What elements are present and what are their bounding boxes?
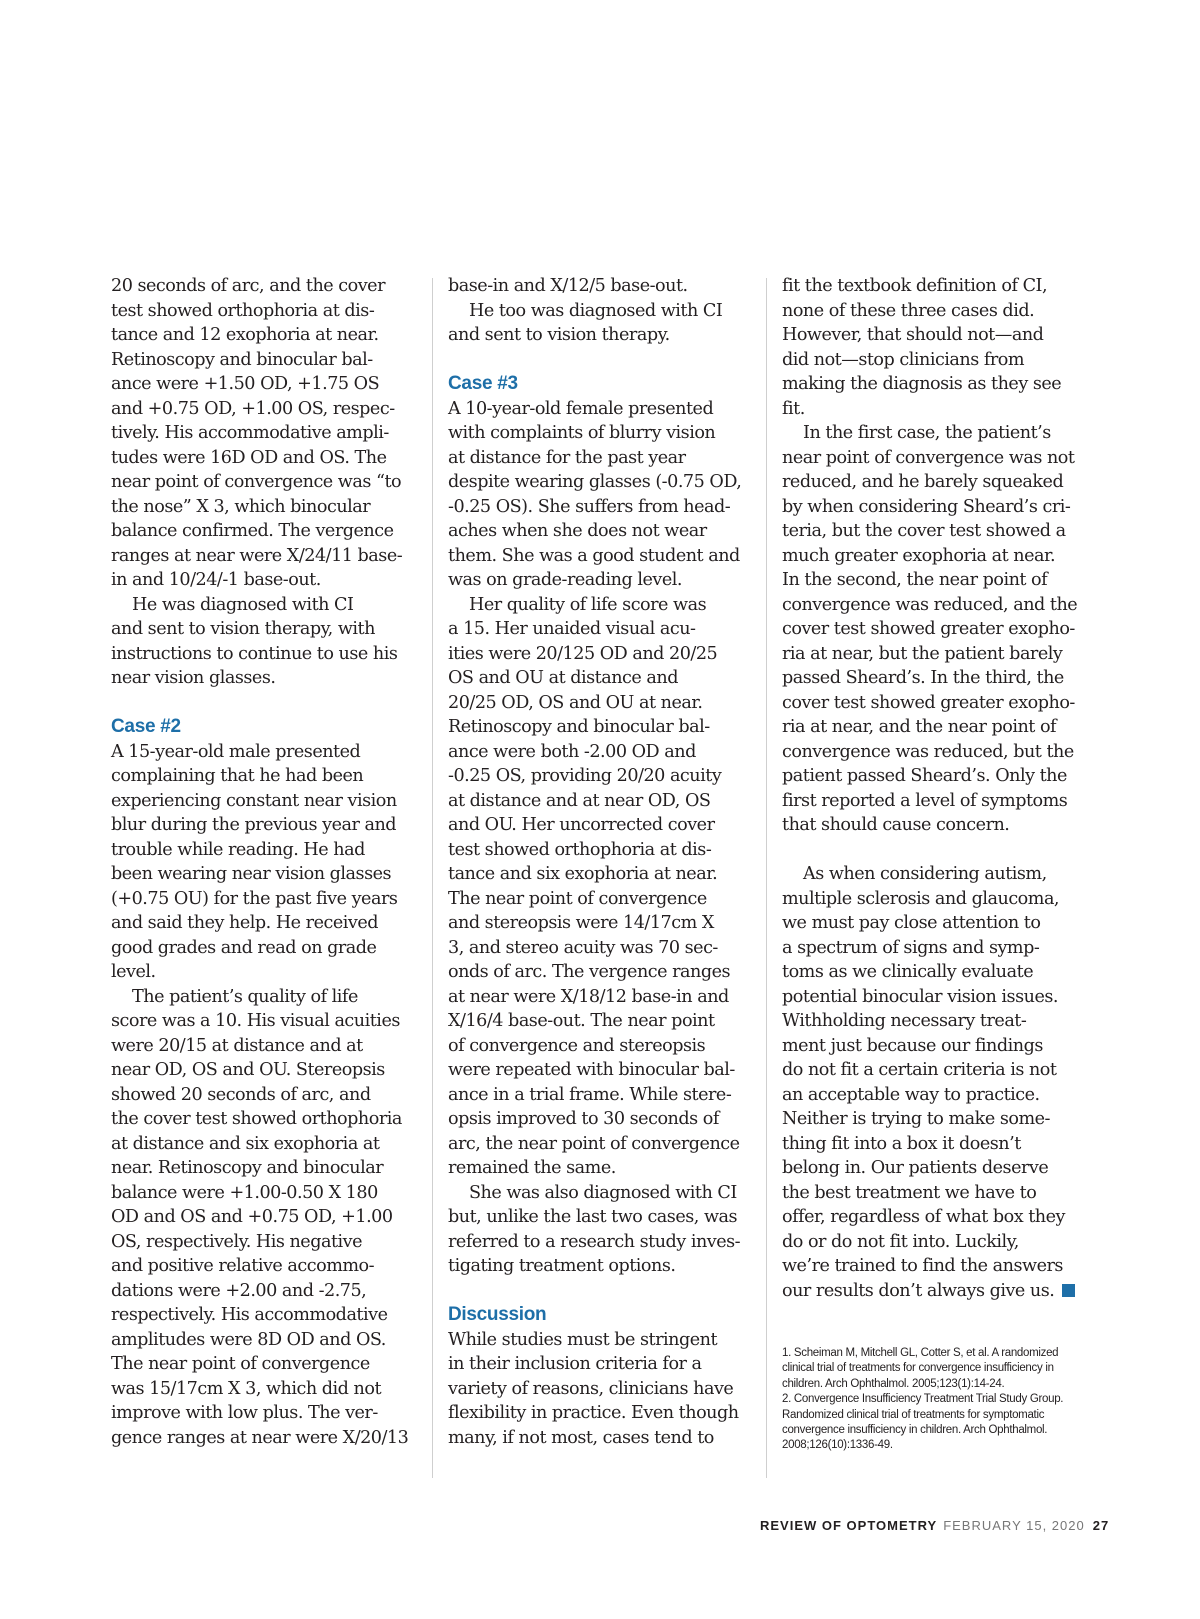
text-line: at near were X/18/12 base-in and: [448, 986, 729, 1007]
text-line: in their inclusion criteria for a: [448, 1354, 702, 1374]
text-line: trouble while reading. He had: [111, 839, 365, 860]
reference-line: 2. Convergence Insufficiency Treatment Trial Study Group.: [782, 1393, 1064, 1406]
text-line: The near point of convergence: [111, 1354, 370, 1374]
text-line: ranges at near were X/24/11 base-: [111, 545, 403, 566]
text-line: did not—stop clinicians from: [782, 349, 1025, 370]
text-line: score was a 10. His visual acuities: [111, 1011, 400, 1031]
text-line: instructions to continue to use his: [111, 643, 398, 664]
text-line: ance in a trial frame. While stere-: [448, 1084, 732, 1105]
text-line: and positive relative accommo-: [111, 1256, 375, 1276]
text-line: at distance and six exophoria at: [111, 1133, 380, 1154]
text-line: variety of reasons, clinicians have: [448, 1378, 734, 1399]
text-line: level.: [111, 962, 156, 982]
text-column-1: [111, 274, 423, 1450]
paragraph: [448, 1328, 760, 1451]
text-line: by when considering Sheard’s cri-: [782, 496, 1071, 517]
paragraph: [111, 593, 423, 691]
paragraph: [111, 274, 423, 593]
text-line: blur during the previous year and: [111, 815, 397, 835]
paragraph: [782, 862, 1094, 1303]
magazine-name: REVIEW OF OPTOMETRY: [760, 1518, 938, 1533]
text-line: we must pay close attention to: [782, 913, 1041, 933]
paragraph: [782, 274, 1094, 421]
text-line: toms as we clinically evaluate: [782, 962, 1034, 982]
text-line: ities were 20/125 OD and 20/25: [448, 643, 718, 664]
column-rule-2: [766, 278, 767, 1478]
text-line: near point of convergence was “to: [111, 472, 402, 492]
text-line: our results don’t always give us.: [782, 1279, 1094, 1304]
text-line: passed Sheard’s. In the third, the: [782, 668, 1064, 688]
end-mark-icon: [1062, 1284, 1075, 1297]
text-line: dations were +2.00 and -2.75,: [111, 1280, 367, 1301]
text-line: reduced, and he barely squeaked: [782, 472, 1064, 492]
text-line: 20/25 OD, OS and OU at near.: [448, 692, 703, 713]
text-line: While studies must be stringent: [448, 1329, 718, 1350]
text-line: was 15/17cm X 3, which did not: [111, 1378, 382, 1399]
text-line: Withholding necessary treat-: [782, 1011, 1027, 1031]
text-line: been wearing near vision glasses: [111, 864, 392, 884]
text-line: was on grade-reading level.: [448, 570, 682, 590]
text-line: them. She was a good student and: [448, 545, 740, 566]
text-line: patient passed Sheard’s. Only the: [782, 766, 1067, 786]
page-number: 27: [1092, 1518, 1110, 1533]
text-line: A 15-year-old male presented: [111, 741, 361, 762]
text-line: He was diagnosed with CI: [132, 594, 354, 615]
text-line: near. Retinoscopy and binocular: [111, 1158, 384, 1178]
text-line: opsis improved to 30 seconds of: [448, 1109, 719, 1129]
reference-line: Randomized clinical trial of treatments for symptomatic: [782, 1408, 1045, 1421]
text-column-3: [782, 274, 1094, 1303]
text-line: In the first case, the patient’s: [803, 423, 1051, 443]
text-line: good grades and read on grade: [111, 937, 377, 958]
text-line: Her quality of life score was: [469, 594, 707, 615]
text-line: do or do not fit into. Luckily,: [782, 1231, 1019, 1252]
heading-discussion: Discussion: [448, 1304, 547, 1325]
text-line: thing fit into a box it doesn’t: [782, 1133, 1021, 1154]
text-line: first reported a level of symptoms: [782, 790, 1068, 811]
text-line: arc, the near point of convergence: [448, 1133, 740, 1154]
text-line: a 15. Her unaided visual acu-: [448, 619, 696, 639]
text-line: tigating treatment options.: [448, 1256, 676, 1276]
paragraph: [448, 593, 760, 1181]
paragraph: [782, 421, 1094, 838]
text-line: The near point of convergence: [448, 888, 707, 909]
text-line: ment just because our findings: [782, 1035, 1043, 1056]
text-line: (+0.75 OU) for the past five years: [111, 888, 398, 909]
text-line: onds of arc. The vergence ranges: [448, 962, 731, 982]
text-line: multiple sclerosis and glaucoma,: [782, 888, 1060, 909]
text-line: and sent to vision therapy.: [448, 325, 670, 345]
text-line: flexibility in practice. Even though: [448, 1403, 739, 1423]
text-line: base-in and X/12/5 base-out.: [448, 276, 688, 296]
text-line: complaining that he had been: [111, 766, 364, 786]
text-line: In the second, the near point of: [782, 570, 1048, 590]
text-line: showed 20 seconds of arc, and: [111, 1084, 371, 1105]
text-line: A 10-year-old female presented: [448, 398, 714, 419]
text-line: despite wearing glasses (-0.75 OD,: [448, 472, 742, 492]
reference-line: clinical trial of treatments for convergence insufficiency in: [782, 1362, 1054, 1375]
text-line: the cover test showed orthophoria: [111, 1109, 402, 1129]
paragraph: [448, 1181, 760, 1279]
text-line: However, that should not—and: [782, 325, 1044, 345]
text-line: OD and OS and +0.75 OD, +1.00: [111, 1207, 393, 1227]
issue-date: FEBRUARY 15, 2020: [943, 1518, 1085, 1533]
text-line: Retinoscopy and binocular bal-: [448, 717, 710, 737]
reference-line: 1. Scheiman M, Mitchell GL, Cotter S, et al. A randomized: [782, 1347, 1059, 1359]
text-line: remained the same.: [448, 1158, 616, 1178]
text-line: The patient’s quality of life: [132, 986, 358, 1007]
paragraph: [448, 299, 760, 348]
text-line: test showed orthophoria at dis-: [448, 839, 712, 860]
text-line: but, unlike the last two cases, was: [448, 1207, 738, 1227]
reference-line: children. Arch Ophthalmol. 2005;123(1):14-24.: [782, 1377, 1005, 1390]
page-footer: [760, 1518, 1109, 1533]
text-column-2: [448, 274, 760, 1450]
text-line: offer, regardless of what box they: [782, 1207, 1065, 1227]
paragraph: [448, 397, 760, 593]
text-line: tance and six exophoria at near.: [448, 864, 718, 884]
text-line: were 20/15 at distance and at: [111, 1035, 363, 1056]
text-line: balance confirmed. The vergence: [111, 521, 394, 541]
text-line: potential binocular vision issues.: [782, 986, 1058, 1007]
text-line: OS, respectively. His negative: [111, 1231, 363, 1252]
text-line: ance were both -2.00 OD and: [448, 741, 696, 762]
text-line: X/16/4 base-out. The near point: [448, 1011, 715, 1031]
text-line: the best treatment we have to: [782, 1182, 1037, 1203]
text-line: tance and 12 exophoria at near.: [111, 325, 379, 345]
text-line: referred to a research study inves-: [448, 1231, 741, 1252]
text-line: much greater exophoria at near.: [782, 545, 1056, 566]
reference-line: 2008;126(10):1336-49.: [782, 1439, 893, 1452]
text-line: with complaints of blurry vision: [448, 423, 716, 443]
text-line: -0.25 OS). She suffers from head-: [448, 496, 731, 517]
text-line: near vision glasses.: [111, 668, 276, 688]
text-line: teria, but the cover test showed a: [782, 521, 1066, 541]
text-line: -0.25 OS, providing 20/20 acuity: [448, 766, 722, 786]
text-line: belong in. Our patients deserve: [782, 1158, 1049, 1178]
text-line: convergence was reduced, but the: [782, 741, 1074, 762]
reference-line: convergence insufficiency in children. Arch Ophthalmol.: [782, 1424, 1048, 1437]
text-line: He too was diagnosed with CI: [469, 300, 723, 321]
text-line: As when considering autism,: [803, 864, 1047, 884]
paragraph: [448, 274, 760, 299]
text-line: ria at near, but the patient barely: [782, 643, 1063, 664]
text-line: we’re trained to find the answers: [782, 1256, 1063, 1276]
text-line: convergence was reduced, and the: [782, 594, 1078, 615]
heading-case-3: Case #3: [448, 373, 518, 394]
text-line: Neither is trying to make some-: [782, 1109, 1050, 1129]
text-line: near point of convergence was not: [782, 447, 1075, 468]
text-line: gence ranges at near were X/20/13: [111, 1427, 409, 1448]
text-line: aches when she does not wear: [448, 521, 707, 541]
text-line: that should cause concern.: [782, 815, 1010, 835]
paragraph: [111, 740, 423, 985]
text-line: respectively. His accommodative: [111, 1305, 388, 1325]
text-line: fit the textbook definition of CI,: [782, 276, 1048, 296]
text-line: do not fit a certain criteria is not: [782, 1060, 1057, 1080]
references: [782, 1346, 1082, 1454]
text-line: ance were +1.50 OD, +1.75 OS: [111, 374, 380, 394]
text-line: OS and OU at distance and: [448, 668, 678, 688]
text-line: tudes were 16D OD and OS. The: [111, 447, 387, 468]
text-line: and OU. Her uncorrected cover: [448, 815, 715, 835]
text-line: test showed orthophoria at dis-: [111, 300, 375, 321]
text-line: and sent to vision therapy, with: [111, 619, 375, 639]
text-line: and stereopsis were 14/17cm X: [448, 913, 714, 933]
text-line: a spectrum of signs and symp-: [782, 937, 1040, 958]
text-line: 3, and stereo acuity was 70 sec-: [448, 937, 718, 958]
text-line: improve with low plus. The ver-: [111, 1403, 378, 1423]
text-line: near OD, OS and OU. Stereopsis: [111, 1060, 385, 1080]
text-line: and +0.75 OD, +1.00 OS, respec-: [111, 398, 395, 419]
text-line: balance were +1.00-0.50 X 180: [111, 1182, 378, 1203]
text-line: and said they help. He received: [111, 913, 379, 933]
text-line: many, if not most, cases tend to: [448, 1427, 714, 1448]
heading-case-2: Case #2: [111, 716, 181, 737]
text-line: in and 10/24/-1 base-out.: [111, 570, 321, 590]
text-line: She was also diagnosed with CI: [469, 1182, 737, 1203]
text-line: fit.: [782, 398, 805, 419]
text-line: ria at near, and the near point of: [782, 717, 1057, 737]
text-line: tively. His accommodative ampli-: [111, 423, 389, 443]
text-line: experiencing constant near vision: [111, 790, 397, 811]
text-line: of convergence and stereopsis: [448, 1035, 706, 1056]
text-line: amplitudes were 8D OD and OS.: [111, 1329, 386, 1350]
text-line: making the diagnosis as they see: [782, 374, 1062, 394]
text-line: cover test showed greater exopho-: [782, 692, 1075, 713]
text-line: at distance and at near OD, OS: [448, 790, 711, 811]
text-line: an acceptable way to practice.: [782, 1084, 1040, 1105]
text-line: 20 seconds of arc, and the cover: [111, 276, 386, 296]
paragraph: [111, 985, 423, 1451]
text-line: the nose” X 3, which binocular: [111, 496, 371, 517]
text-line: at distance for the past year: [448, 447, 686, 468]
column-rule-1: [432, 278, 433, 1478]
text-line: cover test showed greater exopho-: [782, 619, 1075, 639]
text-line: none of these three cases did.: [782, 300, 1035, 321]
text-line: Retinoscopy and binocular bal-: [111, 349, 373, 370]
text-line: were repeated with binocular bal-: [448, 1060, 735, 1080]
